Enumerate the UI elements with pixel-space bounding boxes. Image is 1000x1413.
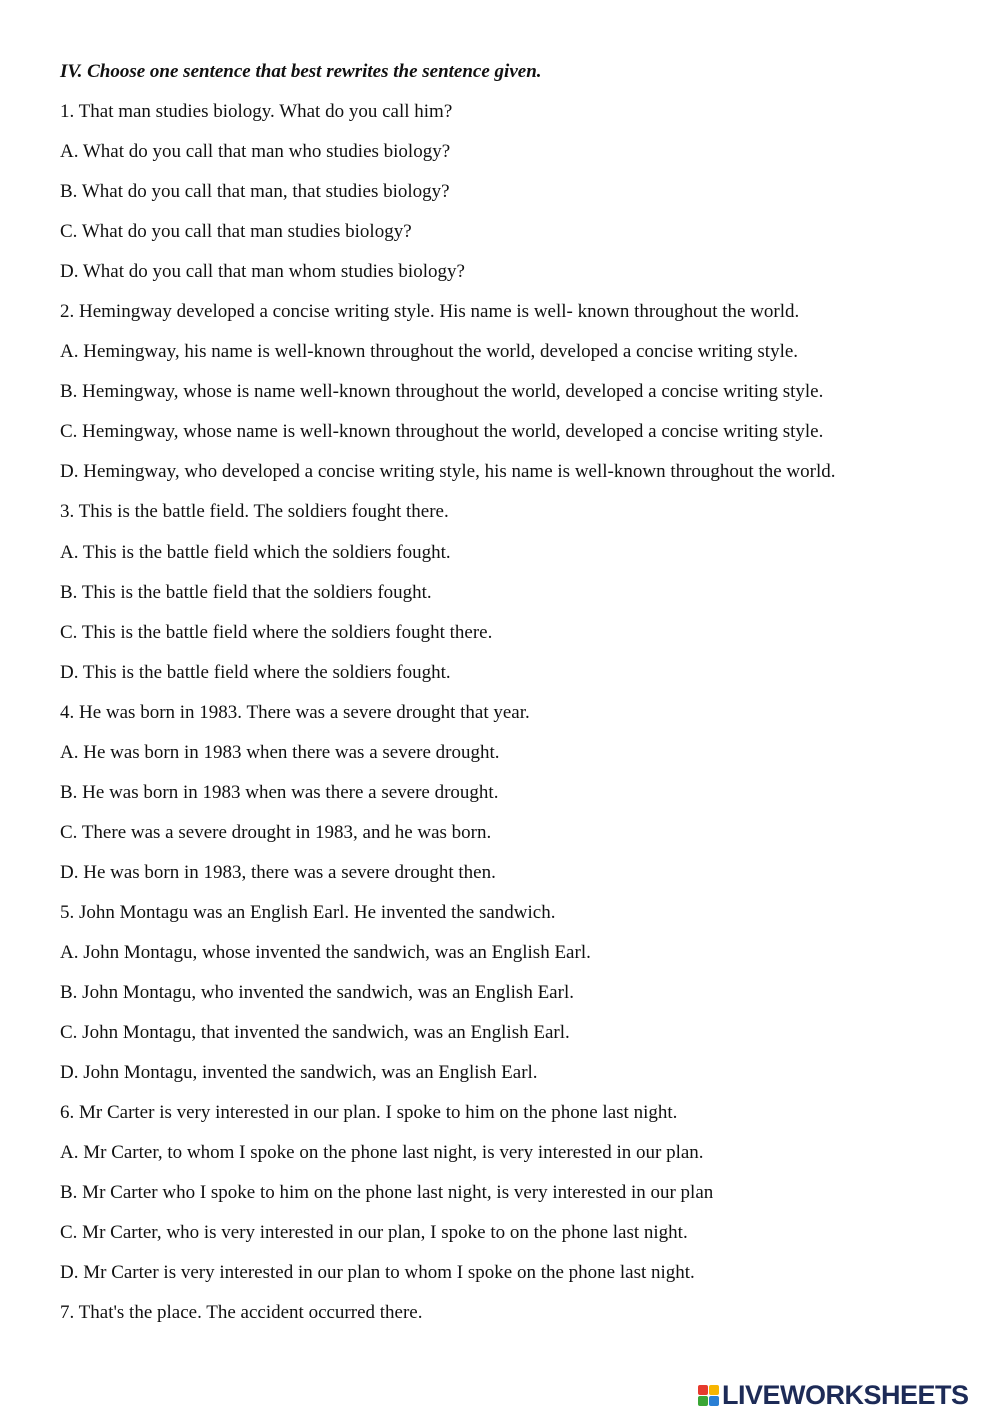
answer-option: C. Hemingway, whose name is well-known throughout the world, developed a concise writing style.: [60, 421, 824, 443]
answer-option: A. He was born in 1983 when there was a severe drought.: [60, 741, 500, 763]
answer-option: A. Mr Carter, to whom I spoke on the phone last night, is very interested in our plan.: [60, 1142, 704, 1164]
answer-option: C. This is the battle field where the soldiers fought there.: [60, 621, 493, 643]
answer-option: B. Hemingway, whose is name well-known throughout the world, developed a concise writing style.: [60, 381, 824, 403]
question-stem: 7. That's the place. The accident occurred there.: [60, 1302, 423, 1324]
answer-option: D. Hemingway, who developed a concise writing style, his name is well-known throughout the world.: [60, 461, 836, 483]
question-stem: 2. Hemingway developed a concise writing style. His name is well- known throughout the world.: [60, 301, 800, 323]
answer-option: A. This is the battle field which the soldiers fought.: [60, 541, 451, 563]
answer-option: D. He was born in 1983, there was a severe drought then.: [60, 861, 496, 883]
answer-option: D. Mr Carter is very interested in our plan to whom I spoke on the phone last night.: [60, 1262, 695, 1284]
question-stem: 6. Mr Carter is very interested in our plan. I spoke to him on the phone last night.: [60, 1102, 678, 1124]
worksheet-page: [60, 61, 960, 1342]
logo-square: [709, 1385, 719, 1395]
answer-option: A. John Montagu, whose invented the sandwich, was an English Earl.: [60, 941, 591, 963]
logo-square: [698, 1396, 708, 1406]
section-heading: IV. Choose one sentence that best rewrites the sentence given.: [60, 61, 542, 82]
logo-square: [709, 1396, 719, 1406]
answer-option: C. Mr Carter, who is very interested in our plan, I spoke to on the phone last night.: [60, 1222, 688, 1244]
question-list: [60, 101, 960, 1342]
answer-option: D. John Montagu, invented the sandwich, was an English Earl.: [60, 1062, 538, 1084]
brand-text: LIVEWORKSHEETS: [722, 1379, 969, 1410]
liveworksheets-logo-icon: [698, 1385, 719, 1406]
answer-option: B. John Montagu, who invented the sandwich, was an English Earl.: [60, 982, 574, 1004]
answer-option: D. This is the battle field where the soldiers fought.: [60, 661, 451, 683]
answer-option: B. This is the battle field that the soldiers fought.: [60, 581, 432, 603]
answer-option: B. He was born in 1983 when was there a severe drought.: [60, 781, 499, 803]
answer-option: C. What do you call that man studies biology?: [60, 221, 412, 243]
question-stem: 1. That man studies biology. What do you call him?: [60, 101, 453, 122]
answer-option: A. Hemingway, his name is well-known throughout the world, developed a concise writing style.: [60, 341, 799, 363]
answer-option: C. There was a severe drought in 1983, and he was born.: [60, 821, 492, 843]
question-stem: 4. He was born in 1983. There was a severe drought that year.: [60, 701, 530, 723]
question-stem: 3. This is the battle field. The soldiers fought there.: [60, 501, 449, 523]
answer-option: C. John Montagu, that invented the sandwich, was an English Earl.: [60, 1022, 570, 1044]
answer-option: B. What do you call that man, that studies biology?: [60, 181, 450, 203]
logo-square: [698, 1385, 708, 1395]
answer-option: D. What do you call that man whom studies biology?: [60, 261, 465, 283]
liveworksheets-logo: [698, 1380, 969, 1410]
question-stem: 5. John Montagu was an English Earl. He invented the sandwich.: [60, 901, 556, 923]
answer-option: B. Mr Carter who I spoke to him on the phone last night, is very interested in our plan: [60, 1182, 714, 1204]
answer-option: A. What do you call that man who studies biology?: [60, 141, 451, 163]
